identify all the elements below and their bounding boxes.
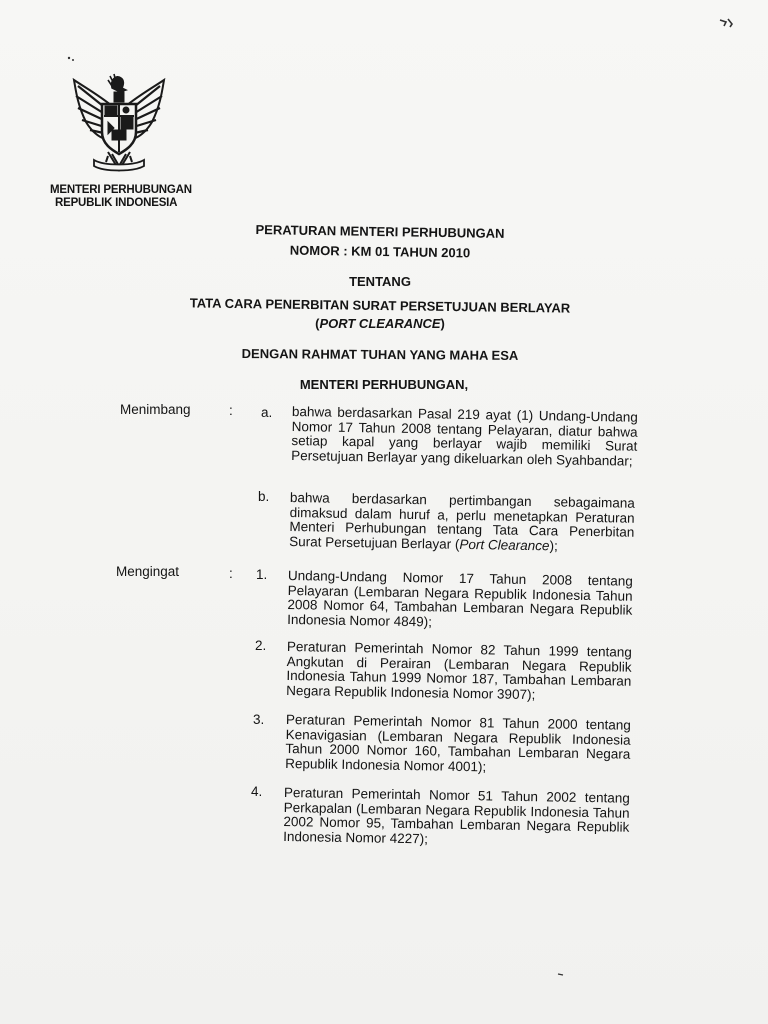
port-clearance-term: PORT CLEARANCE <box>319 316 441 331</box>
subject-line: TATA CARA PENERBITAN SURAT PERSETUJUAN BERLAYAR <box>189 295 571 316</box>
mengingat-colon: : <box>229 566 233 581</box>
mengingat-label: Mengingat <box>116 564 180 579</box>
reference-4-text: Peraturan Pemerintah Nomor 51 Tahun 2002 tentang Perkapalan (Lembaran Negara Republik Indonesia Tahun 2002 Nomor 95, Tambahan Lembaran Negara Republik Indonesia Nomor 4227); <box>283 785 630 847</box>
ministry-name: MENTERI PERHUBUNGAN <box>50 184 192 196</box>
regulation-title: PERATURAN MENTERI PERHUBUNGAN <box>255 222 505 241</box>
regulation-number: NOMOR : KM 01 TAHUN 2010 <box>289 242 471 261</box>
consideration-b-text: bahwa berdasarkan pertimbangan sebagaimana dimaksud dalam huruf a, perlu menetapkan Peraturan Menteri Perhubungan tentang Tata Cara Penerbitan Surat Persetujuan Berlayar (Port Clearance); <box>289 490 635 554</box>
ministry-letterhead <box>50 184 210 210</box>
reference-3-text: Peraturan Pemerintah Nomor 81 Tahun 2000 tentang Kenavigasian (Lembaran Negara Republik Indonesia Tahun 2000 Nomor 160, Tambahan Lembaran Negara Republik Indonesia Nomor 4001); <box>285 712 631 775</box>
scan-speck <box>556 970 566 978</box>
reference-2-text: Peraturan Pemerintah Nomor 82 Tahun 1999 tentang Angkutan di Perairan (Lembaran Negara Republik Indonesia Tahun 1999 Nomor 187, Tambahan Lembaran Negara Republik Indonesia Nomor 3907); <box>286 639 632 702</box>
reference-1-marker: 1. <box>256 567 268 582</box>
reference-4-marker: 4. <box>251 784 263 799</box>
garuda-emblem-icon <box>64 66 174 182</box>
consideration-a-marker: a. <box>261 405 273 420</box>
country-name: REPUBLIK INDONESIA <box>55 197 178 209</box>
menimbang-label: Menimbang <box>120 402 191 417</box>
scan-speck <box>66 54 78 64</box>
invocation: DENGAN RAHMAT TUHAN YANG MAHA ESA <box>241 346 519 363</box>
consideration-b-marker: b. <box>258 489 270 504</box>
tentang-heading: TENTANG <box>349 274 411 289</box>
menimbang-colon: : <box>229 403 233 418</box>
reference-2-marker: 2. <box>255 638 267 653</box>
reference-3-marker: 3. <box>253 712 265 727</box>
consideration-a-text: bahwa berdasarkan Pasal 219 ayat (1) Undang-Undang Nomor 17 Tahun 2008 tentang Pelayaran, diatur bahwa setiap kapal yang berlayar wajib memiliki Surat Persetujuan Berlayar yang dikeluarkan oleh Syahbandar; <box>291 404 638 469</box>
issuer-heading: MENTERI PERHUBUNGAN, <box>299 377 469 392</box>
reference-1-text: Undang-Undang Nomor 17 Tahun 2008 tentang Pelayaran (Lembaran Negara Republik Indonesia Tahun 2008 Nomor 64, Tambahan Lembaran Negara Republik Indonesia Nomor 4849); <box>287 568 633 630</box>
scan-speck <box>718 16 738 30</box>
subject-subtitle: (PORT CLEARANCE) <box>315 316 445 331</box>
